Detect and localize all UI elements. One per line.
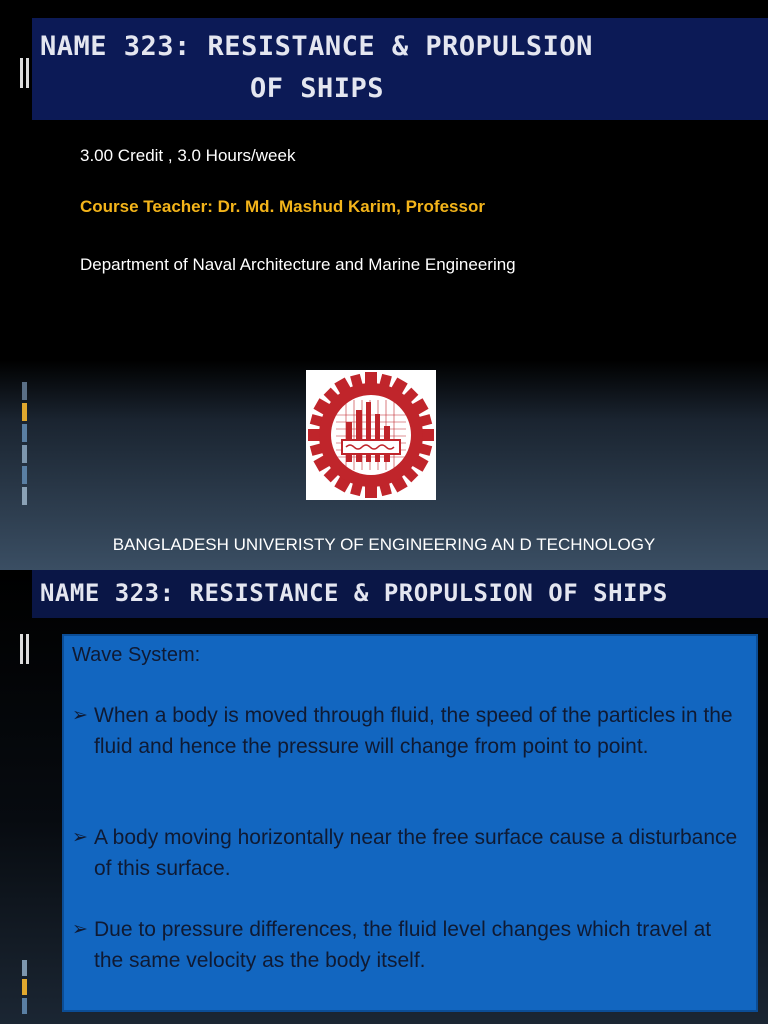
edge-marker [26,634,29,664]
title-bar [32,570,768,618]
edge-marker [20,634,23,664]
edge-marker [26,58,29,88]
bullet-text: Due to pressure differences, the fluid level changes which travel at the same velocity as the body itself. [94,918,712,972]
university-name: BANGLADESH UNIVERISTY OF ENGINEERING AN D TECHNOLOGY [112,535,656,554]
arrow-bullet-icon: ➢ [72,827,88,848]
department: Department of Naval Architecture and Marine Engineering [80,255,516,274]
edge-decoration [22,382,27,508]
bullet-item [72,914,744,976]
slide-title [40,26,593,110]
section-heading: Wave System: [72,644,201,666]
content-slide [0,570,768,1024]
arrow-bullet-icon: ➢ [72,919,88,940]
bullet-text: A body moving horizontally near the free surface cause a disturbance of this surface. [94,826,738,880]
slide-title: NAME 323: RESISTANCE & PROPULSION OF SHIPS [40,579,668,607]
bullet-item [72,822,744,884]
slide-title-line1: NAME 323: RESISTANCE & PROPULSION [40,31,593,62]
credit-info: 3.00 Credit , 3.0 Hours/week [80,146,296,165]
course-teacher: Course Teacher: Dr. Md. Mashud Karim, Professor [80,197,485,216]
title-bar [32,18,768,120]
bullet-text: When a body is moved through fluid, the speed of the particles in the fluid and hence the pressure will change from point to point. [94,704,733,758]
bullet-item [72,700,744,762]
edge-decoration [22,960,27,1017]
edge-marker [20,58,23,88]
gear-logo-icon [306,370,436,500]
slide-title-line2: OF SHIPS [250,73,385,104]
content-box [62,634,758,1012]
arrow-bullet-icon: ➢ [72,705,88,726]
